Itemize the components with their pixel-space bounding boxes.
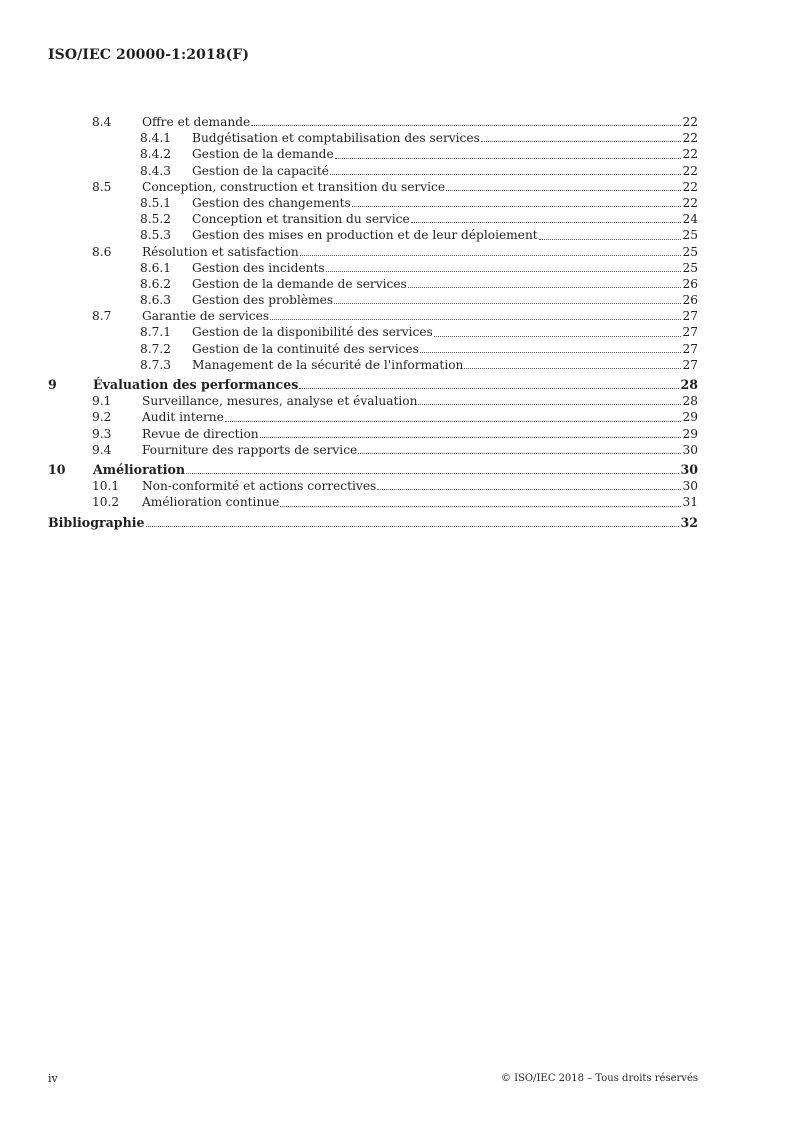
table-of-contents: [48, 114, 698, 531]
toc-entry-page: 22: [682, 163, 698, 178]
toc-entry[interactable]: [48, 195, 698, 211]
toc-dot-leader: [377, 488, 681, 490]
toc-dot-leader: [225, 420, 682, 422]
toc-entry-number: 8.7.2: [140, 341, 172, 356]
toc-dot-leader: [335, 157, 682, 159]
toc-entry-page: 28: [680, 377, 698, 392]
toc-entry-title: Garantie de services: [142, 309, 270, 324]
toc-entry-title: Gestion des problèmes: [192, 293, 334, 308]
toc-entry-number: 8.6.3: [140, 293, 172, 308]
toc-entry[interactable]: [48, 211, 698, 227]
toc-entry-number: 10.1: [92, 479, 120, 494]
toc-entry-page: 22: [682, 115, 698, 129]
footer-copyright: © ISO/IEC 2018 – Tous droits réservés: [500, 1073, 698, 1084]
toc-entry-number: 9.2: [92, 410, 112, 425]
toc-entry[interactable]: [48, 179, 698, 195]
toc-entry[interactable]: [48, 130, 698, 146]
toc-entry-title: Gestion de la continuité des services: [192, 341, 419, 356]
toc-dot-leader: [411, 221, 682, 223]
toc-entry[interactable]: [48, 442, 698, 458]
toc-dot-leader: [418, 403, 681, 405]
toc-entry-page: 30: [680, 461, 698, 477]
toc-entry[interactable]: [48, 377, 698, 393]
toc-entry-number: 8.5.2: [140, 212, 172, 227]
toc-entry-number: 9.4: [92, 442, 112, 457]
toc-dot-leader: [434, 335, 682, 337]
toc-entry-page: 26: [682, 276, 698, 291]
toc-dot-leader: [352, 205, 682, 207]
toc-entry[interactable]: [48, 393, 698, 409]
toc-entry-page: 27: [682, 341, 698, 356]
toc-entry-title: Gestion de la capacité: [192, 163, 329, 178]
toc-entry[interactable]: [48, 276, 698, 292]
toc-entry-title: Budgétisation et comptabilisation des services: [192, 131, 480, 146]
toc-entry-title: Gestion de la demande: [192, 147, 334, 162]
toc-entry-title: Fourniture des rapports de service: [142, 442, 358, 457]
toc-entry-number: 8.7: [92, 309, 112, 324]
toc-entry-number: 8.6.1: [140, 260, 172, 275]
toc-entry-page: 29: [682, 410, 698, 425]
toc-entry-title: Gestion des incidents: [192, 260, 325, 275]
toc-entry-number: 8.4: [92, 115, 112, 129]
toc-entry[interactable]: [48, 114, 698, 130]
toc-entry-page: 30: [682, 479, 698, 494]
toc-entry-number: 8.7.1: [140, 325, 172, 340]
toc-entry[interactable]: [48, 292, 698, 308]
toc-entry-title: Évaluation des performances: [93, 377, 299, 392]
toc-entry-page: 32: [680, 514, 698, 530]
toc-entry-title: Gestion des mises en production et de leur déploiement: [192, 228, 538, 243]
toc-entry[interactable]: [48, 260, 698, 276]
toc-entry-number: 8.5.1: [140, 195, 172, 210]
toc-dot-leader: [330, 173, 682, 175]
toc-entry[interactable]: [48, 409, 698, 425]
toc-dot-leader: [326, 270, 682, 272]
toc-entry-page: 22: [682, 131, 698, 146]
document-header-title: ISO/IEC 20000-1:2018(F): [48, 47, 250, 63]
toc-entry-page: 31: [682, 495, 698, 510]
toc-entry-title: Management de la sécurité de l'information: [192, 357, 464, 372]
toc-entry-title: Non-conformité et actions correctives: [142, 479, 377, 494]
toc-entry-title: Gestion des changements: [192, 195, 351, 210]
toc-entry[interactable]: [48, 341, 698, 357]
toc-entry[interactable]: [48, 357, 698, 373]
toc-entry-page: 22: [682, 195, 698, 210]
toc-entry-page: 22: [682, 179, 698, 194]
toc-dot-leader: [481, 140, 682, 142]
toc-entry[interactable]: [48, 308, 698, 324]
toc-dot-leader: [260, 436, 682, 438]
toc-dot-leader: [464, 367, 681, 369]
toc-dot-leader: [420, 351, 682, 353]
toc-dot-leader: [408, 286, 682, 288]
toc-entry-title: Résolution et satisfaction: [142, 244, 299, 259]
toc-dot-leader: [300, 254, 682, 256]
toc-entry-title: Amélioration: [93, 461, 186, 477]
toc-entry-title: Gestion de la demande de services: [192, 276, 407, 291]
toc-entry-page: 29: [682, 426, 698, 441]
toc-entry-number: 8.5: [92, 179, 112, 194]
toc-entry[interactable]: [48, 163, 698, 179]
toc-entry-number: 8.4.3: [140, 163, 172, 178]
toc-entry[interactable]: [48, 146, 698, 162]
toc-entry-title: Revue de direction: [142, 426, 259, 441]
toc-entry-page: 26: [682, 293, 698, 308]
toc-entry-number: 8.4.1: [140, 131, 172, 146]
toc-entry-number: 10: [48, 461, 66, 477]
toc-entry-page: 30: [682, 442, 698, 457]
toc-entry-title: Surveillance, mesures, analyse et évaluation: [142, 394, 418, 409]
toc-dot-leader: [358, 452, 681, 454]
toc-entry-number: 8.4.2: [140, 147, 172, 162]
toc-entry-page: 27: [682, 325, 698, 340]
toc-entry-number: 8.7.3: [140, 357, 172, 372]
toc-entry[interactable]: [48, 494, 698, 510]
toc-entry[interactable]: [48, 515, 698, 531]
toc-entry-number: 8.6: [92, 244, 112, 259]
footer-page-number: iv: [48, 1072, 58, 1085]
toc-entry-title: Bibliographie: [48, 514, 145, 530]
toc-entry[interactable]: [48, 478, 698, 494]
toc-entry[interactable]: [48, 426, 698, 442]
toc-entry-number: 9.1: [92, 394, 112, 409]
toc-entry-title: Audit interne: [142, 410, 224, 425]
toc-dot-leader: [299, 387, 679, 389]
toc-dot-leader: [280, 505, 681, 507]
toc-entry-title: Offre et demande: [142, 115, 251, 129]
toc-entry-page: 27: [682, 309, 698, 324]
toc-entry-number: 9: [48, 377, 57, 392]
toc-entry-page: 25: [682, 260, 698, 275]
toc-dot-leader: [251, 124, 681, 126]
toc-entry-title: Conception et transition du service: [192, 212, 410, 227]
toc-dot-leader: [446, 189, 681, 191]
toc-entry[interactable]: [48, 244, 698, 260]
toc-entry-number: 9.3: [92, 426, 112, 441]
toc-entry-number: 8.6.2: [140, 276, 172, 291]
toc-entry-title: Conception, construction et transition du service: [142, 179, 446, 194]
toc-entry-page: 25: [682, 244, 698, 259]
toc-entry-title: Amélioration continue: [142, 495, 280, 510]
toc-entry[interactable]: [48, 227, 698, 243]
toc-dot-leader: [186, 472, 679, 474]
toc-entry-page: 27: [682, 357, 698, 372]
toc-entry-title: Gestion de la disponibilité des services: [192, 325, 433, 340]
toc-entry-number: 8.5.3: [140, 228, 172, 243]
toc-dot-leader: [539, 238, 682, 240]
toc-entry-page: 24: [682, 212, 698, 227]
toc-dot-leader: [270, 318, 681, 320]
toc-entry-page: 25: [682, 228, 698, 243]
toc-dot-leader: [146, 525, 680, 527]
toc-dot-leader: [334, 302, 681, 304]
toc-entry-number: 10.2: [92, 495, 120, 510]
toc-entry-page: 22: [682, 147, 698, 162]
toc-entry[interactable]: [48, 462, 698, 478]
toc-entry-page: 28: [682, 394, 698, 409]
toc-entry[interactable]: [48, 324, 698, 340]
